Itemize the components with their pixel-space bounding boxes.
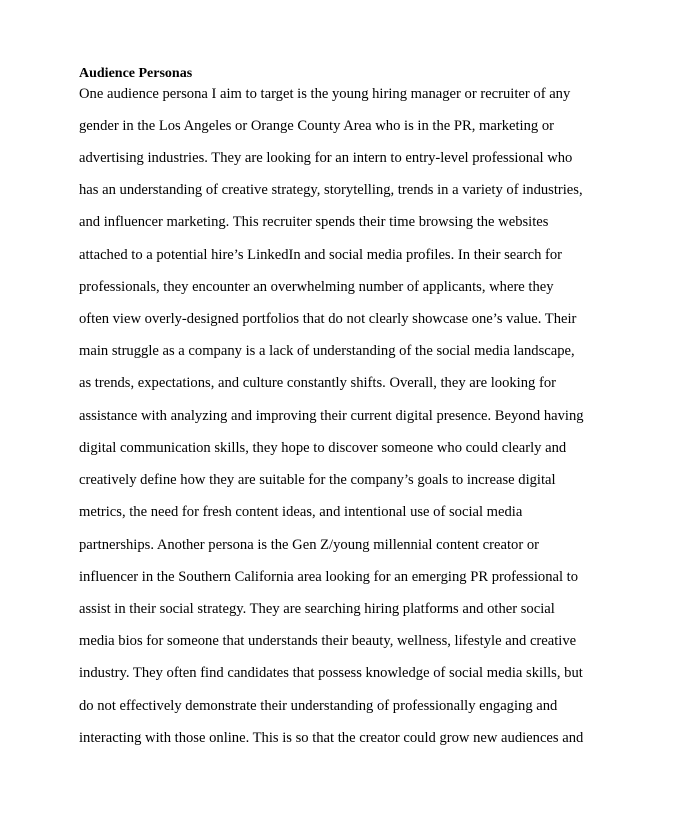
text-line: do not effectively demonstrate their understanding of professionally engaging and [79,698,558,714]
text-line: assist in their social strategy. They are searching hiring platforms and other social [79,601,555,617]
text-line: interacting with those online. This is so that the creator could grow new audiences and [79,730,584,746]
text-line: assistance with analyzing and improving their current digital presence. Beyond having [79,408,584,424]
text-line: and influencer marketing. This recruiter spends their time browsing the websites [79,214,549,230]
text-line: media bios for someone that understands their beauty, wellness, lifestyle and creative [79,633,577,649]
text-line: One audience persona I aim to target is the young hiring manager or recruiter of any [79,86,571,102]
text-line: metrics, the need for fresh content ideas, and intentional use of social media [79,504,523,520]
text-line: main struggle as a company is a lack of understanding of the social media landscape, [79,343,575,359]
text-line: often view overly-designed portfolios that do not clearly showcase one’s value. Their [79,311,577,327]
section-heading: Audience Personas [79,66,193,81]
text-line: has an understanding of creative strategy, storytelling, trends in a variety of industries, [79,182,583,198]
text-line: influencer in the Southern California area looking for an emerging PR professional to [79,569,579,585]
text-line: gender in the Los Angeles or Orange County Area who is in the PR, marketing or [79,118,555,134]
text-line: professionals, they encounter an overwhelming number of applicants, where they [79,279,554,295]
text-line: attached to a potential hire’s LinkedIn and social media profiles. In their search for [79,247,563,263]
text-line: as trends, expectations, and culture constantly shifts. Overall, they are looking for [79,375,556,391]
text-line: digital communication skills, they hope to discover someone who could clearly and [79,440,567,456]
text-line: partnerships. Another persona is the Gen Z/young millennial content creator or [79,537,539,553]
text-line: industry. They often find candidates that possess knowledge of social media skills, but [79,665,583,681]
text-line: advertising industries. They are looking for an intern to entry-level professional who [79,150,573,166]
text-line: creatively define how they are suitable for the company’s goals to increase digital [79,472,556,488]
